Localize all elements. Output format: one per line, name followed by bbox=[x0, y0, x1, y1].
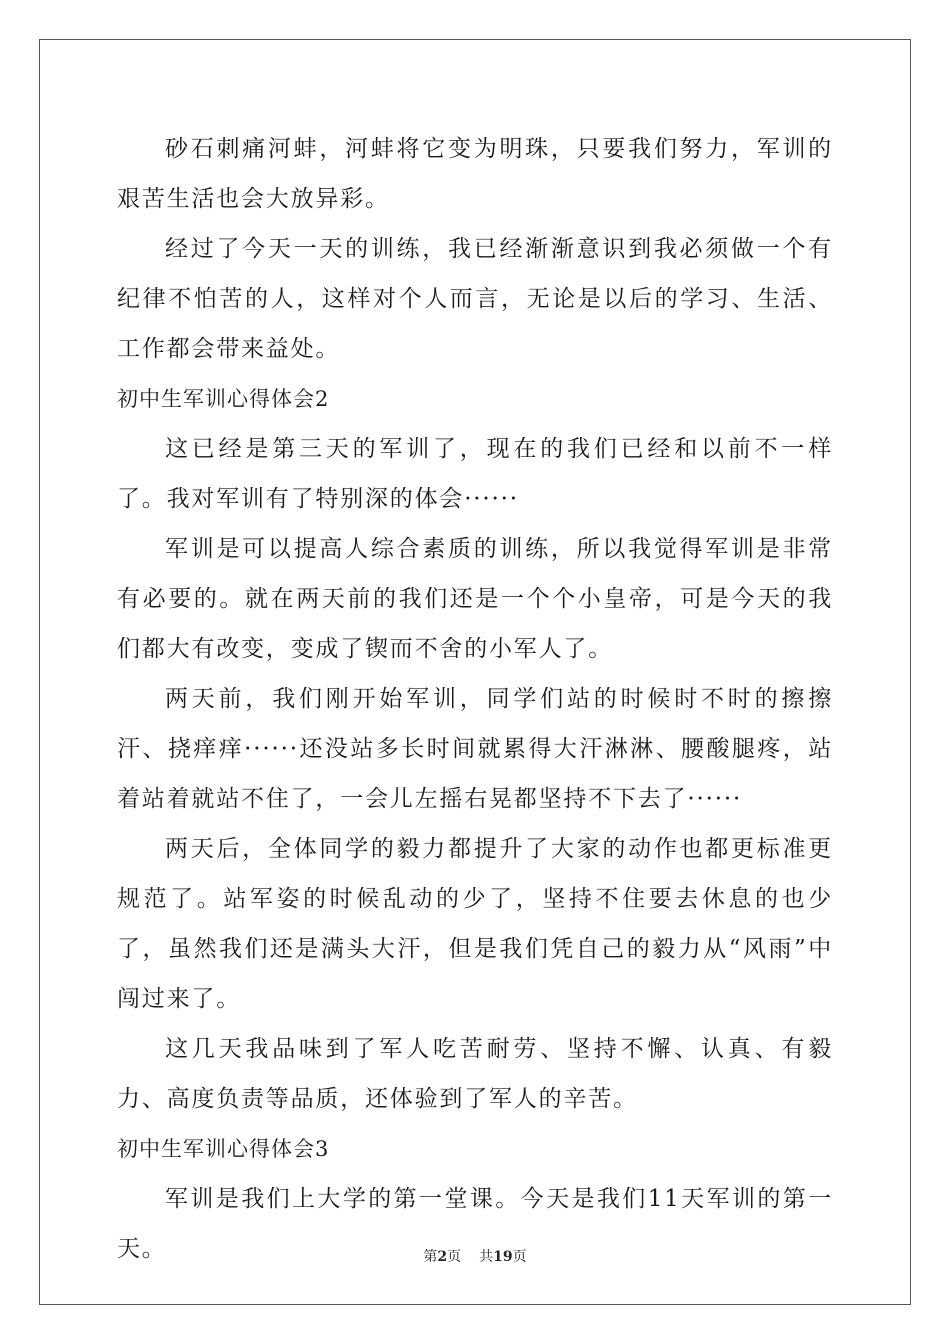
paragraph: 两天后，全体同学的毅力都提升了大家的动作也都更标准更规范了。站军姿的时候乱动的少了，坚持不住要去休息的也少了，虽然我们还是满头大汗，但是我们凭自己的毅力从“风雨”中闯过来了。 bbox=[117, 836, 833, 1012]
page-number: 2 bbox=[437, 1249, 448, 1265]
page-suffix: 页 bbox=[447, 1249, 462, 1265]
section-heading: 初中生军训心得体会2 bbox=[117, 387, 330, 411]
paragraph: 两天前，我们刚开始军训，同学们站的时候时不时的擦擦汗、挠痒痒······还没站多长时间就累得大汗淋淋、腰酸腿疼，站着站着就站不住了，一会儿左摇右晃都坚持不下去了······ bbox=[117, 686, 833, 812]
section-heading: 初中生军训心得体会3 bbox=[117, 1137, 330, 1161]
total-pages: 19 bbox=[493, 1249, 513, 1265]
paragraph: 这已经是第三天的军训了，现在的我们已经和以前不一样了。我对军训有了特别深的体会······ bbox=[117, 436, 833, 512]
paragraph: 军训是可以提高人综合素质的训练，所以我觉得军训是非常有必要的。就在两天前的我们还是一个个小皇帝，可是今天的我们都大有改变，变成了锲而不舍的小军人了。 bbox=[117, 536, 833, 662]
paragraph: 经过了今天一天的训练，我已经渐渐意识到我必须做一个有纪律不怕苦的人，这样对个人而言，无论是以后的学习、生活、工作都会带来益处。 bbox=[117, 236, 833, 362]
page-footer bbox=[0, 1247, 950, 1267]
total-prefix: 共 bbox=[479, 1249, 494, 1265]
paragraph: 军训是我们上大学的第一堂课。今天是我们11天军训的第一天。 bbox=[117, 1186, 833, 1262]
total-suffix: 页 bbox=[512, 1249, 527, 1265]
document-body bbox=[117, 124, 833, 1274]
paragraph: 砂石刺痛河蚌，河蚌将它变为明珠，只要我们努力，军训的艰苦生活也会大放异彩。 bbox=[117, 136, 833, 212]
paragraph: 这几天我品味到了军人吃苦耐劳、坚持不懈、认真、有毅力、高度负责等品质，还体验到了军人的辛苦。 bbox=[117, 1036, 833, 1112]
page-prefix: 第 bbox=[423, 1249, 438, 1265]
